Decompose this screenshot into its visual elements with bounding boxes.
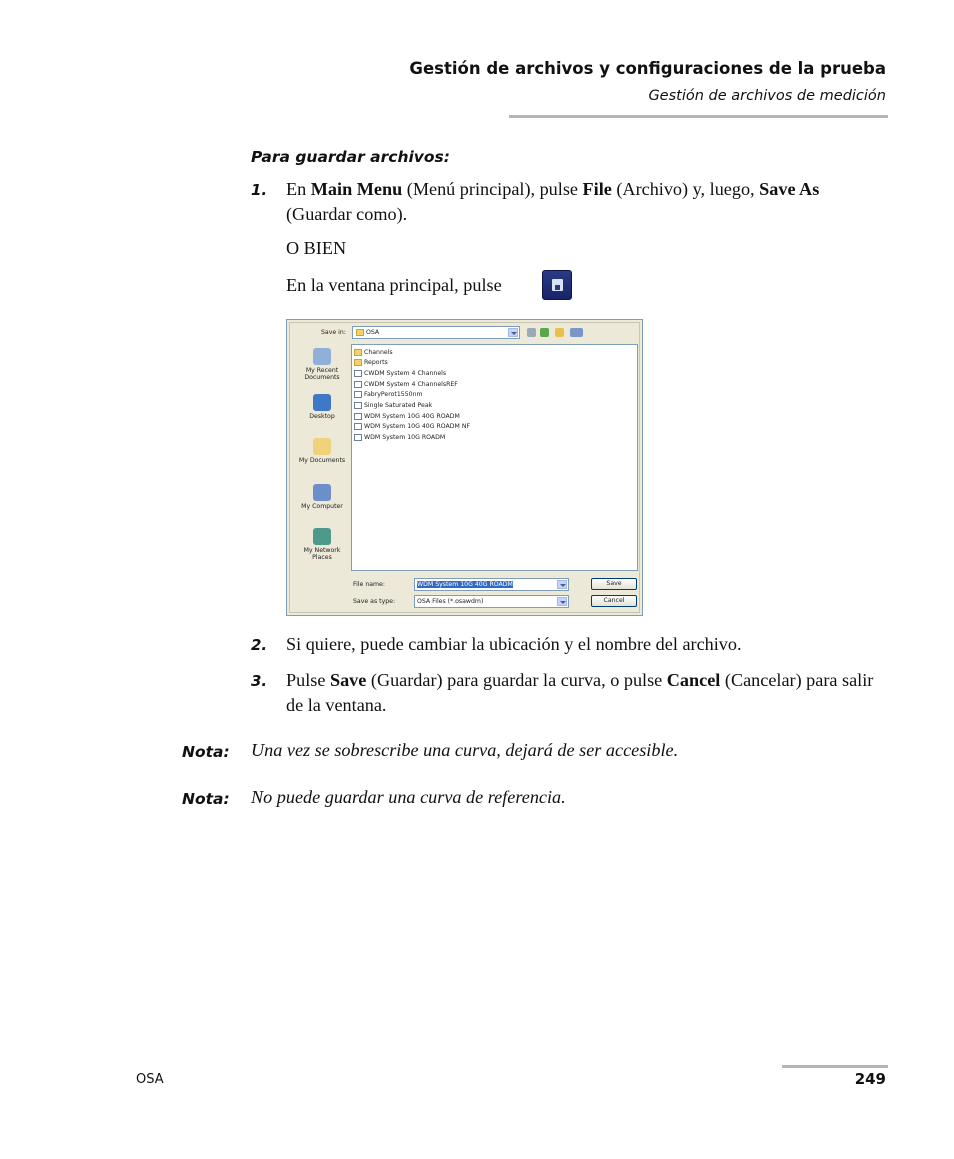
desktop-icon — [313, 394, 331, 411]
note-label: Nota: — [182, 790, 230, 808]
step-1-or: O BIEN — [286, 238, 347, 258]
cancel-button[interactable]: Cancel — [591, 595, 637, 607]
list-item[interactable]: WDM System 10G 40G ROADM NF — [354, 422, 470, 432]
list-item[interactable]: WDM System 10G ROADM — [354, 433, 445, 443]
save-in-value: OSA — [366, 329, 380, 336]
place-my-computer[interactable]: My Computer — [293, 484, 351, 510]
save-type-select[interactable]: OSA Files (*.osawdm) — [414, 595, 569, 608]
save-toolbar-icon — [542, 270, 572, 300]
places-bar — [293, 344, 351, 607]
folder-icon — [356, 329, 364, 336]
save-in-combo[interactable] — [352, 326, 520, 339]
save-in-label: Save in: — [321, 329, 346, 336]
network-places-icon — [313, 528, 331, 545]
file-icon — [354, 402, 362, 409]
file-name-label: File name: — [353, 581, 385, 588]
save-button[interactable]: Save — [591, 578, 637, 590]
header-rule — [509, 115, 888, 118]
file-icon — [354, 370, 362, 377]
file-list[interactable] — [351, 344, 638, 571]
folder-icon — [354, 349, 362, 356]
footer-product: OSA — [136, 1072, 164, 1087]
list-item[interactable]: Reports — [354, 358, 388, 368]
place-desktop[interactable]: Desktop — [293, 394, 351, 420]
folder-icon — [354, 359, 362, 366]
my-documents-icon — [313, 438, 331, 455]
chapter-title: Gestión de archivos y configuraciones de la prueba — [409, 59, 886, 78]
step-3-text: Pulse Save (Guardar) para guardar la curva, o pulse Cancel (Cancelar) para salir de la ventana. — [286, 670, 874, 715]
place-network[interactable]: My Network Places — [293, 528, 351, 561]
back-icon[interactable] — [527, 328, 536, 337]
step-1-alt: En la ventana principal, pulse — [286, 275, 502, 295]
save-type-label: Save as type: — [353, 598, 396, 605]
file-icon — [354, 434, 362, 441]
step-1-text: En Main Menu (Menú principal), pulse File (Archivo) y, luego, Save As (Guardar como). — [286, 179, 820, 224]
step-3-number: 3. — [251, 672, 268, 690]
note-label: Nota: — [182, 743, 230, 761]
chevron-down-icon[interactable] — [508, 328, 518, 337]
file-name-field[interactable]: WDM System 10G 40G ROADM — [414, 578, 569, 591]
footer-rule — [782, 1065, 888, 1068]
file-icon — [354, 391, 362, 398]
list-item[interactable]: CWDM System 4 Channels — [354, 368, 446, 378]
step-2-number: 2. — [251, 636, 268, 654]
chevron-down-icon[interactable] — [557, 580, 567, 589]
up-folder-icon[interactable] — [540, 328, 549, 337]
recent-documents-icon — [313, 348, 331, 365]
file-icon — [354, 381, 362, 388]
new-folder-icon[interactable] — [555, 328, 564, 337]
file-icon — [354, 413, 362, 420]
list-item[interactable]: WDM System 10G 40G ROADM — [354, 411, 460, 421]
note-text: No puede guardar una curva de referencia. — [251, 787, 566, 807]
list-item[interactable]: Single Saturated Peak — [354, 401, 432, 411]
note-text: Una vez se sobrescribe una curva, dejará de ser accesible. — [251, 740, 679, 760]
list-item[interactable]: CWDM System 4 ChannelsREF — [354, 379, 458, 389]
place-my-documents[interactable]: My Documents — [293, 438, 351, 464]
step-2-text: Si quiere, puede cambiar la ubicación y el nombre del archivo. — [286, 634, 742, 654]
save-as-dialog — [286, 319, 643, 616]
list-item[interactable]: Channels — [354, 347, 393, 357]
step-1-number: 1. — [251, 181, 268, 199]
section-title: Gestión de archivos de medición — [648, 88, 886, 104]
procedure-title: Para guardar archivos: — [251, 148, 450, 166]
file-icon — [354, 423, 362, 430]
chevron-down-icon[interactable] — [557, 597, 567, 606]
list-item[interactable]: FabryPerot1550nm — [354, 390, 423, 400]
page-number: 249 — [854, 1070, 886, 1088]
views-menu-icon[interactable] — [570, 328, 583, 337]
my-computer-icon — [313, 484, 331, 501]
place-recent[interactable]: My Recent Documents — [293, 348, 351, 381]
